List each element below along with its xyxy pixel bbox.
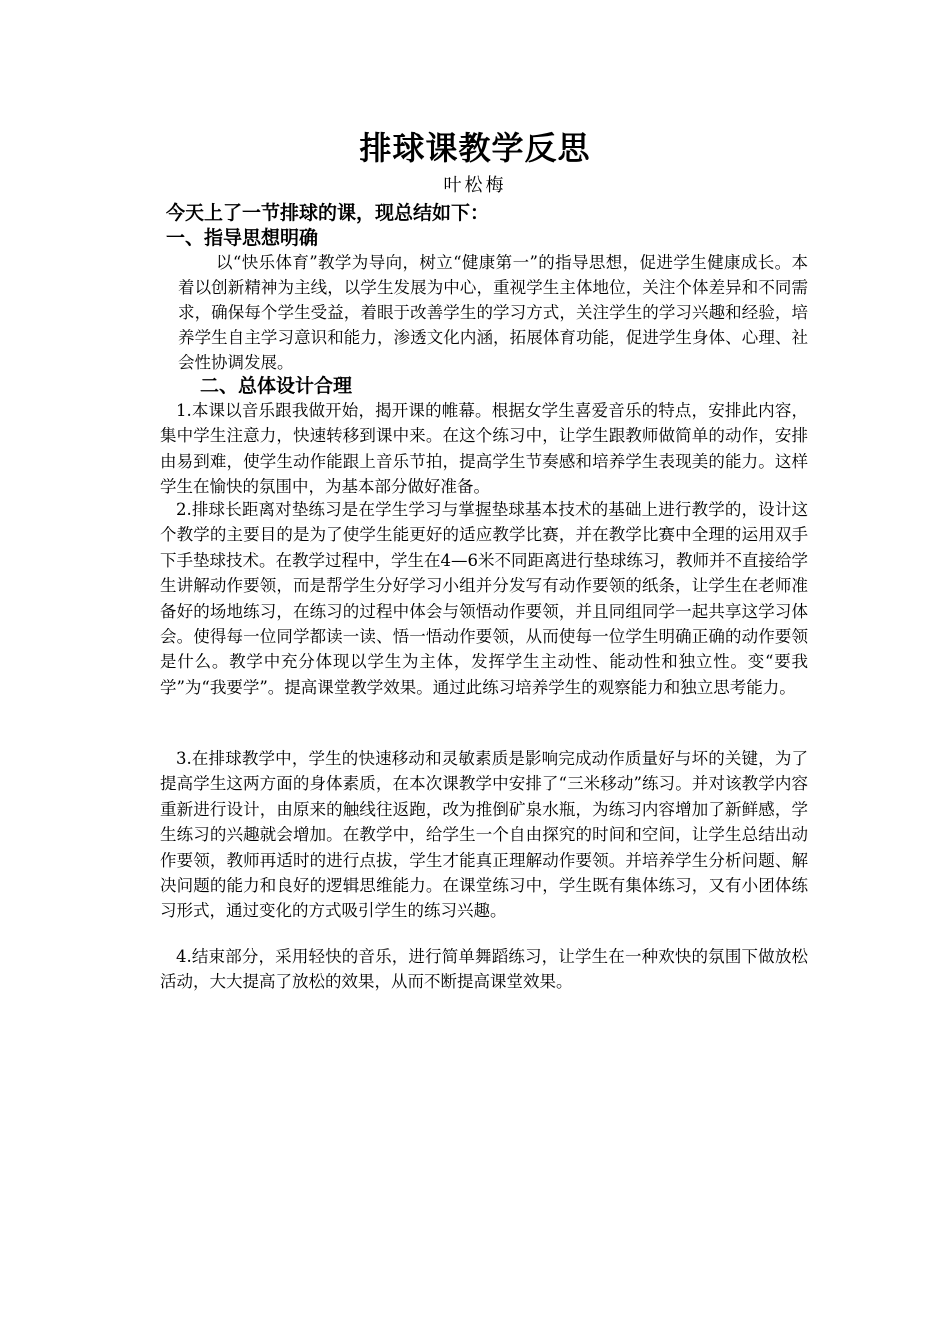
document-title: 排球课教学反思 [359, 129, 591, 167]
section-2-item-2: 2.排球长距离对垫练习是在学生学习与掌握垫球基本技术的基础上进行教学的，设计这个教学的主要目的是为了使学生能更好的适应教学比赛，并在教学比赛中全理的运用双手下手垫球技术。在教学过程中，学生在4—6米不同距离进行垫球练习，教师并不直接给学生讲解动作要领，而是帮学生分好学习小组并分发写有动作要领的纸条，让学生在老师准备好的场地练习，在练习的过程中体会与领悟动作要领，并且同组同学一起共享这学习体会。使得每一位同学都读一读、悟一悟动作要领，从而使每一位学生明确正确的动作要领是什么。教学中充分体现以学生为主体，发挥学生主动性、能动性和独立性。变“要我学”为“我要学”。提高课堂教学效果。通过此练习培养学生的观察能力和独立思考能力。 [160, 500, 808, 697]
document-author: 叶松梅 [443, 175, 507, 196]
section-2-item-1: 1.本课以音乐跟我做开始，揭开课的帷幕。根据女学生喜爱音乐的特点，安排此内容，集中学生注意力，快速转移到课中来。在这个练习中，让学生跟教师做简单的动作，安排由易到难，使学生动作能跟上音乐节拍，提高学生节奏感和培养学生表现美的能力。这样学生在愉快的氛围中，为基本部分做好准备。 [160, 401, 808, 497]
intro-line: 今天上了一节排球的课，现总结如下： [166, 202, 490, 224]
section-2-item-3: 3.在排球教学中，学生的快速移动和灵敏素质是影响完成动作质量好与坏的关键，为了提高学生这两方面的身体素质，在本次课教学中安排了“三米移动”练习。并对该教学内容重新进行设计，由原来的触线往返跑，改为推倒矿泉水瓶，为练习内容增加了新鲜感，学生练习的兴趣就会增加。在教学中，给学生一个自由探究的时间和空间，让学生总结出动作要领，教师再适时的进行点拔，学生才能真正理解动作要领。并培养学生分析问题、解决问题的能力和良好的逻辑思维能力。在课堂练习中，学生既有集体练习，又有小团体练习形式，通过变化的方式吸引学生的练习兴趣。 [160, 749, 808, 921]
section-2-item-4: 4.结束部分，采用轻快的音乐，进行简单舞蹈练习，让学生在一种欢快的氛围下做放松活动，大大提高了放松的效果，从而不断提高课堂效果。 [160, 947, 808, 992]
section-1-heading: 一、指导思想明确 [166, 227, 319, 249]
section-1-paragraph: 以“快乐体育”教学为导向，树立“健康第一”的指导思想，促进学生健康成长。本着以创新精神为主线，以学生发展为中心，重视学生主体地位，关注个体差异和不同需求，确保每个学生受益，着眼于改善学生的学习方式，关注学生的学习兴趣和经验，培养学生自主学习意识和能力，渗透文化内涵，拓展体育功能，促进学生身体、心理、社会性协调发展。 [178, 253, 808, 372]
section-2-heading: 二、总体设计合理 [200, 375, 353, 397]
